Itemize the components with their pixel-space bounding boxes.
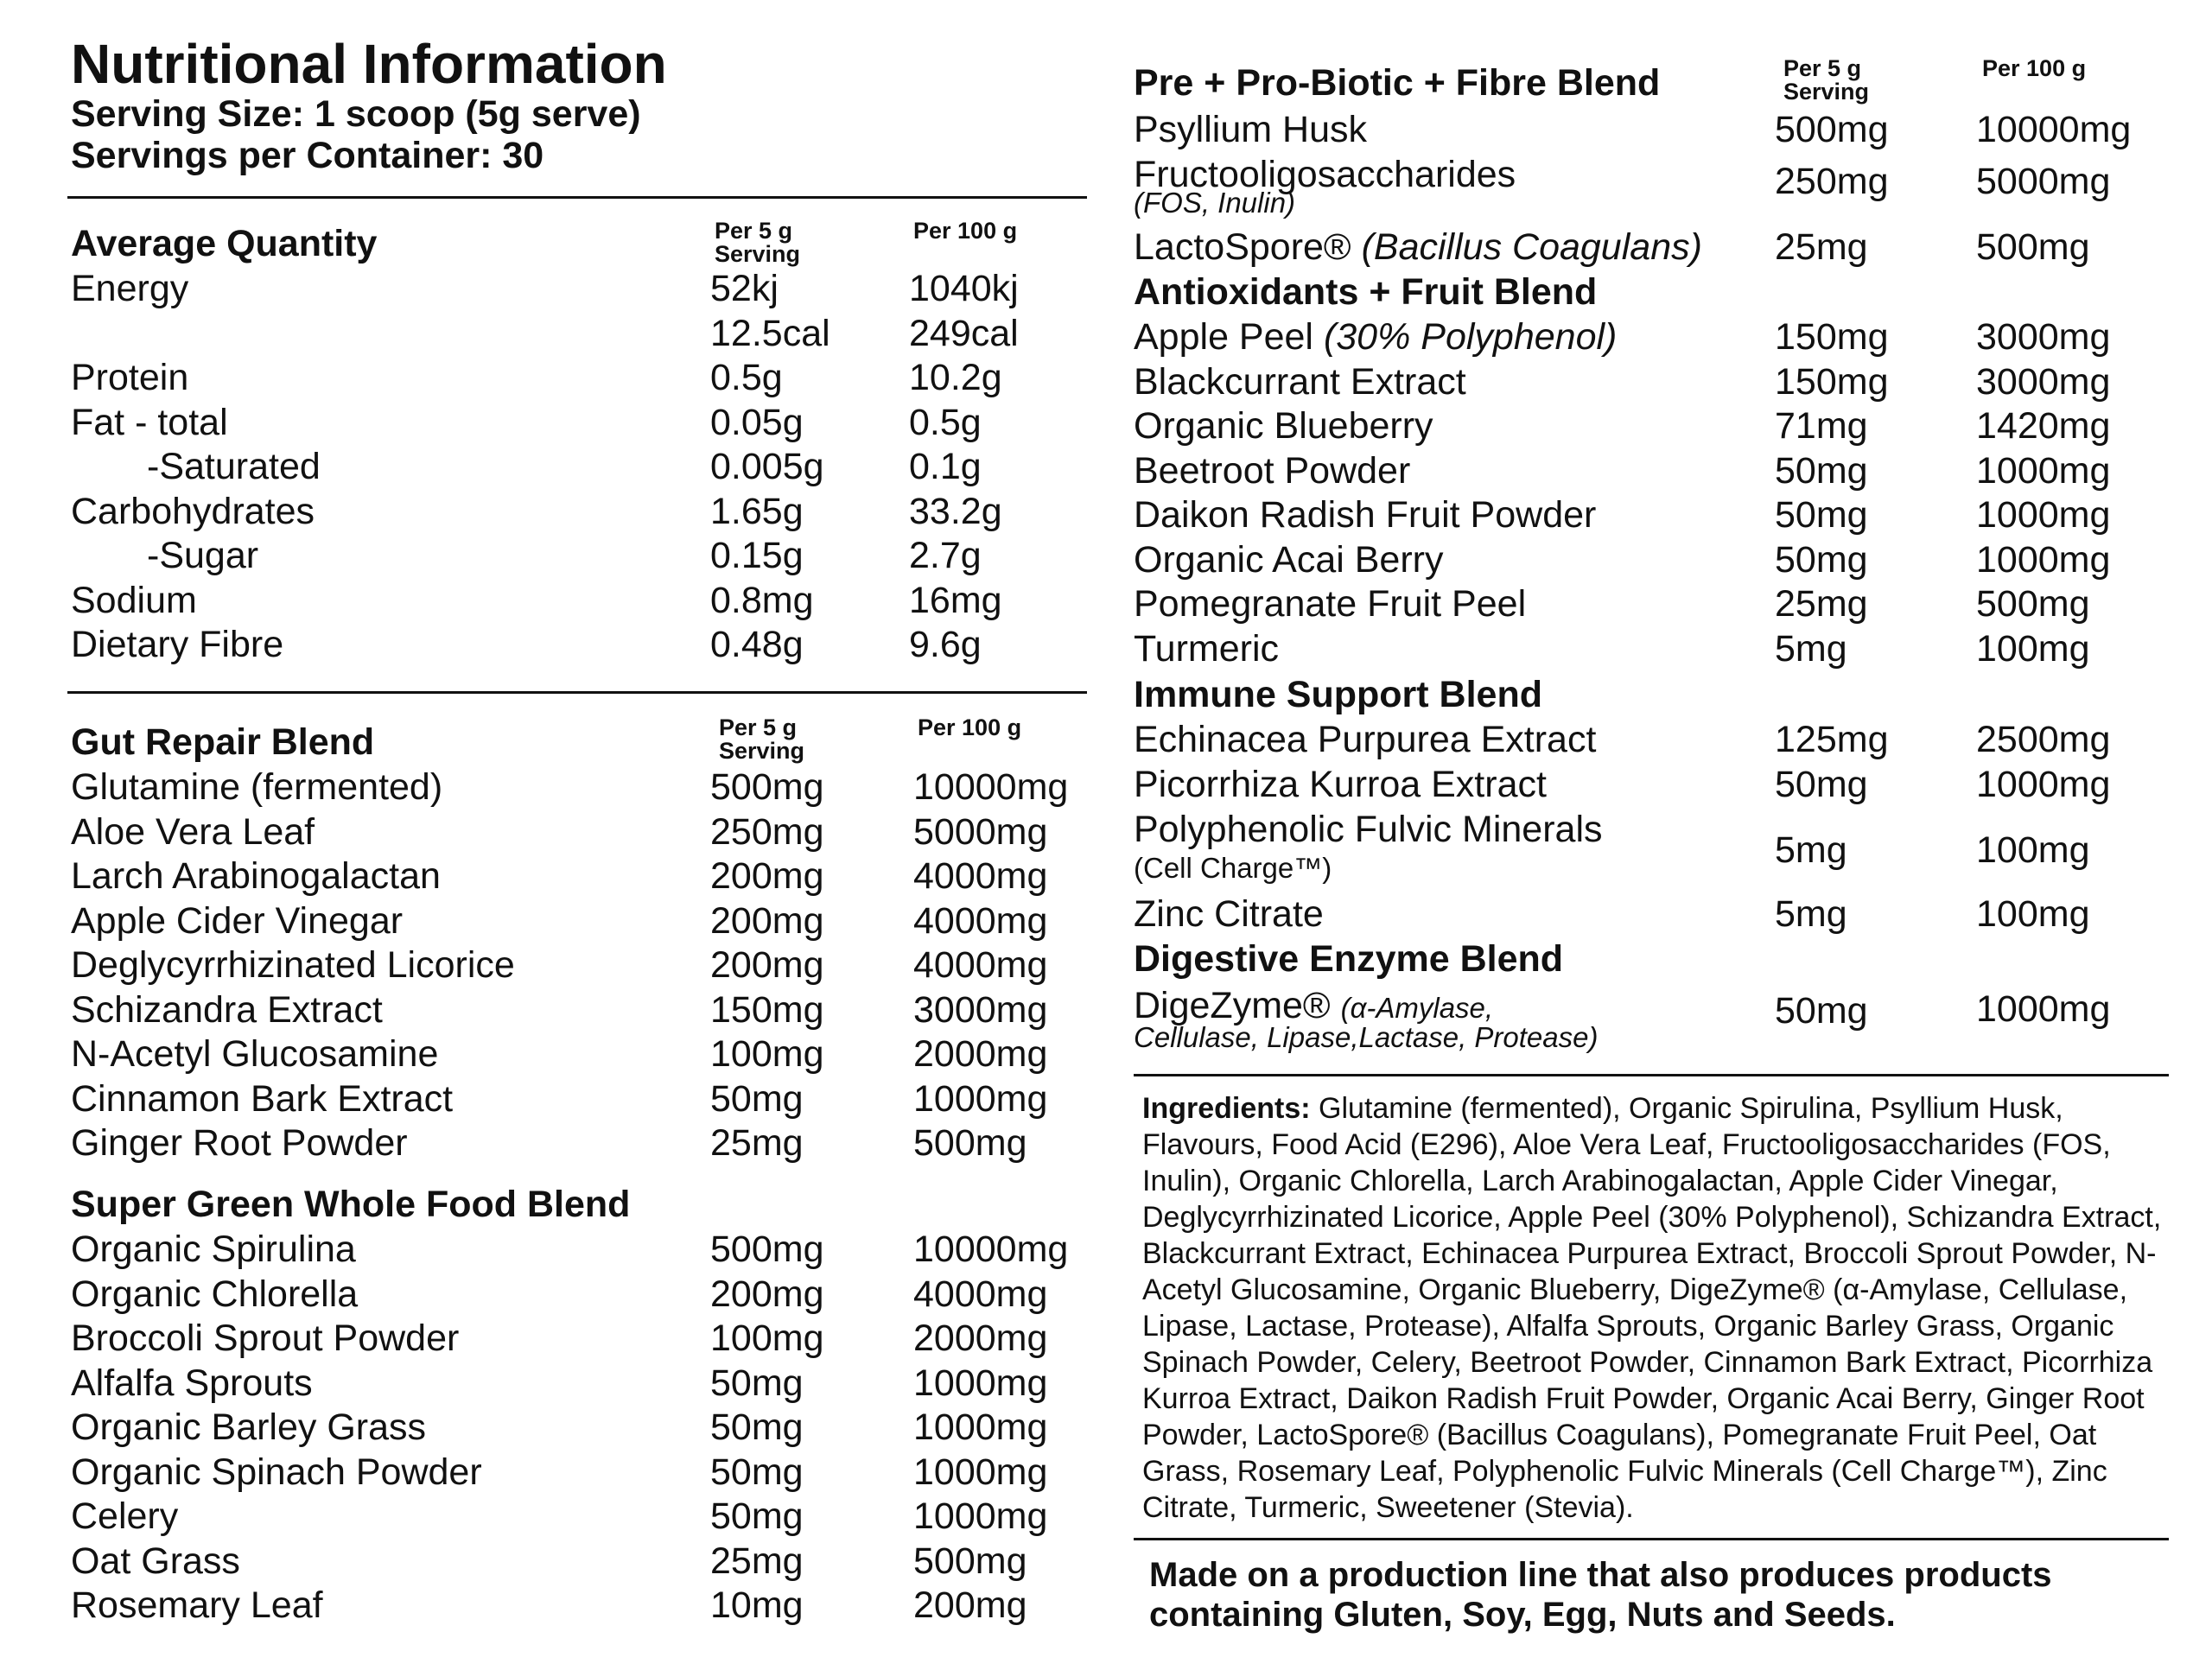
- per-serving-value: 150mg: [1775, 360, 1889, 403]
- gut-repair-section: [71, 714, 1090, 1164]
- ingredient-note-line2: Cellulase, Lipase,Lactase, Protease): [1134, 1021, 1599, 1053]
- per-serving-value: 50mg: [710, 1077, 804, 1120]
- per-100g-value: 1000mg: [913, 1406, 1048, 1448]
- ingredient-name: Apple Peel: [1134, 316, 1313, 358]
- list-item: [1134, 807, 2171, 890]
- per-serving-value: 0.8mg: [710, 579, 814, 621]
- per-100g-value: 2000mg: [913, 1033, 1048, 1075]
- per-100g-value: 500mg: [1976, 583, 2090, 625]
- ingredient-name: Aloe Vera Leaf: [71, 810, 315, 853]
- per-100g-value: 5000mg: [1976, 161, 2111, 202]
- per-100g-value: 4000mg: [913, 944, 1048, 986]
- col-head-per-serving-line1: Per 5 g: [715, 218, 793, 244]
- per-serving-value: 500mg: [1775, 109, 1889, 150]
- per-100g-value: 500mg: [913, 1122, 1027, 1164]
- per-100g-value: 16mg: [909, 579, 1002, 621]
- ingredient-name: Deglycyrrhizinated Licorice: [71, 944, 515, 986]
- ingredient-name: Protein: [71, 357, 189, 398]
- per-serving-value: 125mg: [1775, 719, 1889, 760]
- per-serving-value: 50mg: [710, 1406, 804, 1448]
- per-serving-value: 50mg: [1775, 538, 1868, 581]
- ingredient-name: Daikon Radish Fruit Powder: [1134, 494, 1597, 536]
- per-100g-value: 10000mg: [913, 766, 1069, 808]
- col-head-per-serving-line1: Per 5 g: [719, 714, 798, 740]
- divider-right-2: [1134, 1538, 2169, 1540]
- per-serving-value: 50mg: [1775, 449, 1868, 492]
- per-serving-value: 25mg: [710, 1540, 804, 1582]
- serving-size: Serving Size: 1 scoop (5g serve): [71, 93, 641, 135]
- per-100g-value: 33.2g: [909, 490, 1002, 532]
- per-100g-value: 9.6g: [909, 624, 982, 665]
- per-serving-value: 200mg: [710, 1273, 824, 1315]
- ingredient-name: Fructooligosaccharides: [1134, 154, 1516, 195]
- divider-top-left: [67, 196, 1087, 199]
- super-green-section: [71, 1182, 1090, 1648]
- ingredient-name: Picorrhiza Kurroa Extract: [1134, 764, 1547, 805]
- col-head-per-100g: Per 100 g: [1982, 55, 2087, 81]
- per-serving-value: 500mg: [710, 1229, 824, 1270]
- list-item: [1134, 983, 2171, 1061]
- per-100g-value: 4000mg: [913, 1273, 1048, 1315]
- servings-per-container: Servings per Container: 30: [71, 135, 544, 176]
- per-serving-value: 0.005g: [710, 446, 824, 487]
- ingredient-name: Beetroot Powder: [1134, 449, 1411, 492]
- per-100g-value: 2500mg: [1976, 719, 2111, 760]
- ingredient-name: Fat - total: [71, 401, 228, 443]
- ingredient-name: Organic Blueberry: [1134, 405, 1433, 447]
- ingredient-name-group: [1134, 225, 1702, 270]
- col-head-per-100g: Per 100 g: [918, 714, 1022, 740]
- antioxidants-section: [1134, 270, 2171, 676]
- ingredient-name: DigeZyme®: [1134, 985, 1331, 1026]
- per-100g-value: 1000mg: [913, 1077, 1048, 1120]
- average-quantity-section: [71, 218, 1090, 684]
- per-serving-value: 25mg: [710, 1122, 804, 1164]
- per-serving-value: 0.05g: [710, 401, 804, 443]
- ingredient-name: Larch Arabinogalactan: [71, 855, 441, 897]
- per-100g-value: 3000mg: [913, 988, 1048, 1031]
- ingredient-name: Echinacea Purpurea Extract: [1134, 719, 1597, 760]
- section-heading: Super Green Whole Food Blend: [71, 1184, 631, 1225]
- section-heading: Antioxidants + Fruit Blend: [1134, 271, 1598, 313]
- per-serving-value: 71mg: [1775, 405, 1868, 447]
- per-100g-value: 500mg: [1976, 226, 2090, 268]
- per-100g-value: 1000mg: [913, 1451, 1048, 1493]
- ingredient-note: (α-Amylase,: [1340, 992, 1494, 1024]
- per-100g-value: 100mg: [1976, 893, 2090, 935]
- ingredient-name: Apple Cider Vinegar: [71, 899, 404, 942]
- ingredient-note: (Cell Charge™): [1134, 852, 1332, 884]
- ingredient-name: Schizandra Extract: [71, 988, 383, 1031]
- per-100g-value: 1000mg: [1976, 988, 2111, 1030]
- ingredient-name: LactoSpore®: [1134, 226, 1351, 268]
- per-serving-value: 1.65g: [710, 490, 804, 532]
- per-100g-value: 1000mg: [913, 1362, 1048, 1404]
- col-head-per-serving: [1783, 57, 1869, 104]
- ingredient-note: (Bacillus Coagulans): [1361, 226, 1702, 268]
- ingredient-name: Ginger Root Powder: [71, 1122, 408, 1164]
- ingredient-note: (FOS, Inulin): [1134, 187, 1296, 219]
- per-serving-value: 250mg: [710, 810, 824, 853]
- ingredient-name: Blackcurrant Extract: [1134, 360, 1466, 403]
- ingredient-name-group: [1134, 314, 1617, 359]
- ingredient-name: Organic Spirulina: [71, 1229, 356, 1270]
- col-head-per-serving: [719, 716, 804, 763]
- per-100g-value: 4000mg: [913, 899, 1048, 942]
- per-serving-value: 50mg: [1775, 494, 1868, 536]
- per-serving-value: 25mg: [1775, 226, 1868, 268]
- ingredients-paragraph: [1142, 1090, 2171, 1526]
- ingredient-name: Alfalfa Sprouts: [71, 1362, 313, 1404]
- ingredient-name: Psyllium Husk: [1134, 109, 1367, 150]
- per-serving-value: 50mg: [1775, 990, 1868, 1032]
- ingredient-name: Energy: [71, 268, 189, 309]
- immune-section: [1134, 672, 2171, 940]
- per-serving-value: 0.48g: [710, 624, 804, 665]
- ingredient-name: N-Acetyl Glucosamine: [71, 1033, 439, 1075]
- col-head-per-serving-line2: Serving: [715, 241, 801, 267]
- ingredient-name: -Saturated: [147, 446, 321, 487]
- ingredient-name: Carbohydrates: [71, 490, 315, 532]
- ingredient-name: Polyphenolic Fulvic Minerals: [1134, 809, 1603, 850]
- per-100g-value: 5000mg: [913, 810, 1048, 853]
- per-100g-value: 1000mg: [1976, 494, 2111, 536]
- divider-mid-left: [67, 691, 1087, 694]
- per-serving-value: 5mg: [1775, 893, 1847, 935]
- digestive-section: [1134, 937, 2171, 1066]
- per-100g-value: 1040kj: [909, 268, 1019, 309]
- per-100g-value: 1000mg: [913, 1495, 1048, 1537]
- per-serving-value: 0.15g: [710, 535, 804, 576]
- ingredient-name: Pomegranate Fruit Peel: [1134, 583, 1527, 625]
- per-serving-value: 0.5g: [710, 357, 783, 398]
- per-serving-value: 5mg: [1775, 829, 1847, 871]
- per-serving-value: 150mg: [710, 988, 824, 1031]
- divider-right-1: [1134, 1074, 2169, 1076]
- per-serving-value: 12.5cal: [710, 312, 830, 354]
- ingredient-name: Organic Chlorella: [71, 1273, 359, 1315]
- per-100g-value: 4000mg: [913, 855, 1048, 897]
- ingredient-name: Organic Spinach Powder: [71, 1451, 482, 1493]
- per-serving-value: 250mg: [1775, 161, 1889, 202]
- per-100g-value: 500mg: [913, 1540, 1027, 1582]
- per-100g-value: 10.2g: [909, 357, 1002, 398]
- per-100g-value: 3000mg: [1976, 360, 2111, 403]
- per-serving-value: 200mg: [710, 944, 824, 986]
- per-100g-value: 0.1g: [909, 446, 982, 487]
- per-serving-value: 50mg: [710, 1451, 804, 1493]
- list-item: [1134, 152, 2171, 221]
- per-100g-value: 1000mg: [1976, 764, 2111, 805]
- ingredient-name: Turmeric: [1134, 627, 1280, 670]
- ingredients-text: Glutamine (fermented), Organic Spirulina, Psyllium Husk, Flavours, Food Acid (E296), Aloe Vera Leaf, Fructooligosaccharides (FOS, Inulin), Organic Chlorella, Larch Arabinogalactan, Apple Cider Vinegar, Deglycyrrhizinated Licorice, Apple Peel (30% Polyphenol), Schizandra Extract, Blackcurrant Extract, Echinacea Purpurea Extract, Broccoli Sprout Powder, N-Acetyl Glucosamine, Organic Blueberry, DigeZyme® (α-Amylase, Cellulase, Lipase, Lactase, Protease), Alfalfa Sprouts, Organic Barley Grass, Organic Spinach Powder, Celery, Beetroot Powder, Cinnamon Bark Extract, Picorrhiza Kurroa Extract, Daikon Radish Fruit Powder, Organic Acai Berry, Ginger Root Powder, LactoSpore® (Bacillus Coagulans), Pomegranate Fruit Peel, Oat Grass, Rosemary Leaf, Polyphenolic Fulvic Minerals (Cell Charge™), Zinc Citrate, Turmeric, Sweetener (Stevia).: [1142, 1092, 2162, 1524]
- ingredients-label: Ingredients:: [1142, 1092, 1311, 1125]
- section-heading: Pre + Pro-Biotic + Fibre Blend: [1134, 62, 1661, 104]
- col-head-per-serving-line1: Per 5 g: [1783, 55, 1862, 81]
- col-head-per-serving-line2: Serving: [719, 738, 805, 764]
- per-serving-value: 100mg: [710, 1033, 824, 1075]
- ingredient-name: Sodium: [71, 579, 197, 621]
- ingredient-name: Cinnamon Bark Extract: [71, 1077, 454, 1120]
- per-serving-value: 25mg: [1775, 583, 1868, 625]
- ingredient-name: Organic Acai Berry: [1134, 538, 1444, 581]
- per-serving-value: 10mg: [710, 1584, 804, 1626]
- per-100g-value: 100mg: [1976, 627, 2090, 670]
- ingredient-name: Celery: [71, 1495, 179, 1537]
- page-title: Nutritional Information: [71, 33, 667, 95]
- per-serving-value: 50mg: [1775, 764, 1868, 805]
- per-serving-value: 5mg: [1775, 627, 1847, 670]
- per-serving-value: 50mg: [710, 1362, 804, 1404]
- ingredient-name: -Sugar: [147, 535, 259, 576]
- ingredient-name: Dietary Fibre: [71, 624, 284, 665]
- section-heading: Digestive Enzyme Blend: [1134, 938, 1564, 980]
- ingredient-name: Broccoli Sprout Powder: [71, 1318, 460, 1359]
- label-header: [71, 35, 1090, 176]
- ingredient-name: Organic Barley Grass: [71, 1406, 427, 1448]
- per-100g-value: 2000mg: [913, 1318, 1048, 1359]
- per-100g-value: 249cal: [909, 312, 1019, 354]
- per-100g-value: 1000mg: [1976, 538, 2111, 581]
- ingredient-name: Zinc Citrate: [1134, 893, 1324, 935]
- col-head-per-serving-line2: Serving: [1783, 79, 1870, 105]
- per-serving-value: 200mg: [710, 855, 824, 897]
- per-100g-value: 3000mg: [1976, 316, 2111, 358]
- per-serving-value: 150mg: [1775, 316, 1889, 358]
- per-serving-value: 52kj: [710, 268, 779, 309]
- per-serving-value: 100mg: [710, 1318, 824, 1359]
- per-100g-value: 1420mg: [1976, 405, 2111, 447]
- col-head-per-serving: [715, 219, 800, 266]
- per-100g-value: 2.7g: [909, 535, 982, 576]
- per-100g-value: 0.5g: [909, 401, 982, 443]
- per-serving-value: 50mg: [710, 1495, 804, 1537]
- ingredient-name: Rosemary Leaf: [71, 1584, 323, 1626]
- prebiotic-section: [1134, 54, 2171, 278]
- ingredient-name: Oat Grass: [71, 1540, 240, 1582]
- ingredient-name: Glutamine (fermented): [71, 766, 443, 808]
- per-100g-value: 10000mg: [1976, 109, 2132, 150]
- allergen-warning: Made on a production line that also produces products containing Gluten, Soy, Egg, Nuts and Seeds.: [1149, 1556, 2052, 1634]
- section-heading: Average Quantity: [71, 223, 378, 264]
- per-100g-value: 10000mg: [913, 1229, 1069, 1270]
- per-100g-value: 100mg: [1976, 829, 2090, 871]
- section-heading: Immune Support Blend: [1134, 674, 1542, 715]
- per-serving-value: 200mg: [710, 899, 824, 942]
- ingredient-note: (30% Polyphenol): [1323, 316, 1618, 358]
- section-heading: Gut Repair Blend: [71, 721, 375, 763]
- per-100g-value: 1000mg: [1976, 449, 2111, 492]
- col-head-per-100g: Per 100 g: [913, 218, 1018, 244]
- per-100g-value: 200mg: [913, 1584, 1027, 1626]
- per-serving-value: 500mg: [710, 766, 824, 808]
